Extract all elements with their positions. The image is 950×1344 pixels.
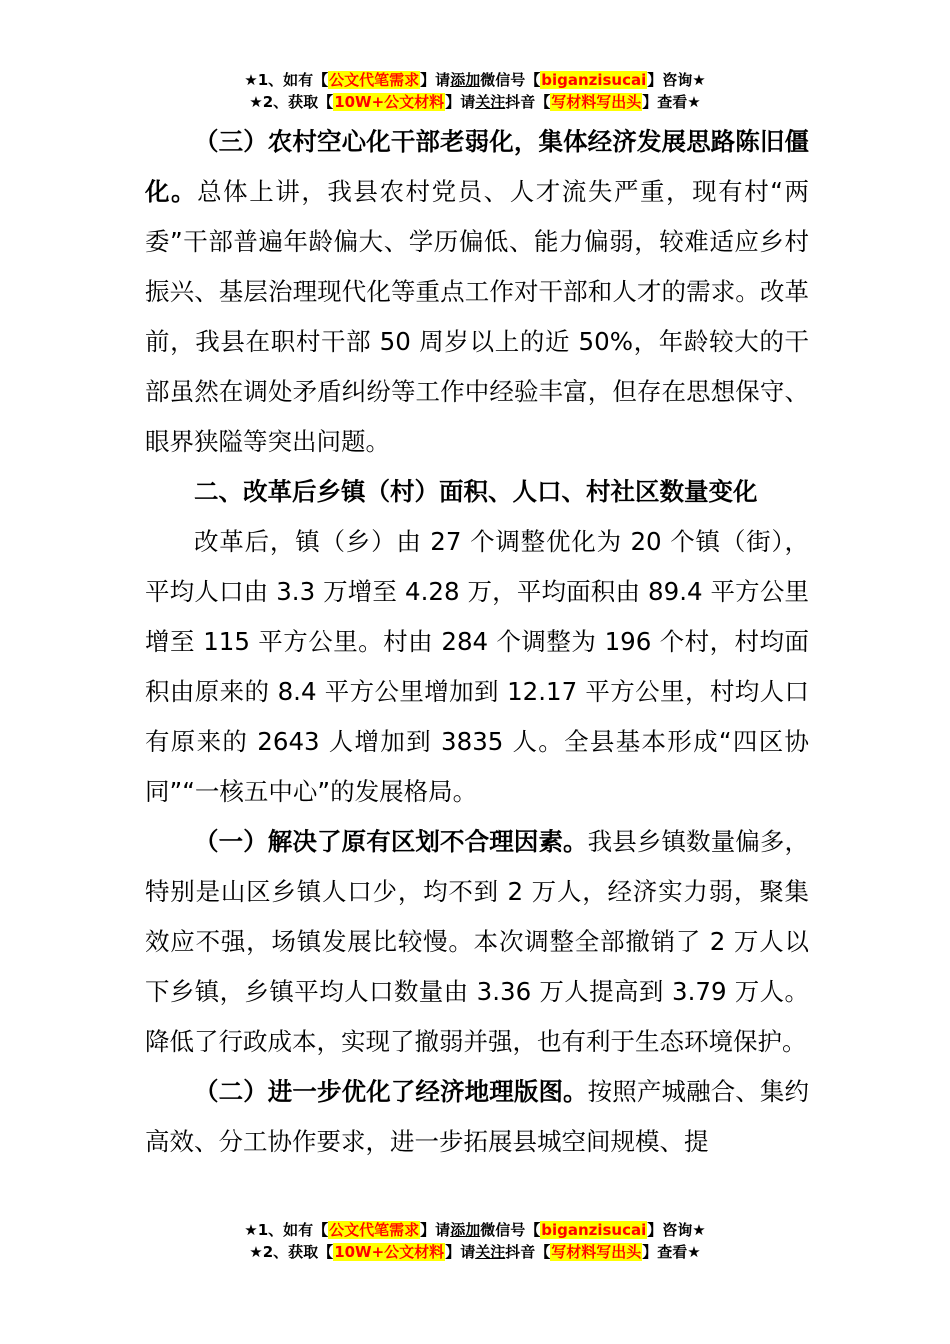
highlight-douyin-account: 写材料写出头: [551, 1243, 642, 1261]
underlined-text: 添加: [450, 1221, 481, 1239]
highlight-service: 公文代笔需求: [329, 71, 420, 89]
banner-text: ★2、获取【: [249, 1243, 334, 1261]
section-heading-1: （一）解决了原有区划不合理因素。: [194, 827, 588, 856]
banner-text: 】请: [445, 1243, 476, 1261]
banner-line-1: [0, 1219, 950, 1241]
highlight-wechat-id: biganzisucai: [541, 71, 647, 89]
banner-text: ★1、如有【: [244, 1221, 329, 1239]
section-heading-3: （三）农村空心化干部老弱化，集体经济发展思路陈旧僵化。: [145, 127, 809, 206]
paragraph-economic-geography: [145, 1067, 809, 1167]
banner-text: 微信号【: [480, 71, 541, 89]
paragraph-division-factors: [145, 817, 809, 1067]
banner-text: 】请: [445, 93, 476, 111]
highlight-materials: 10W+公文材料: [334, 1243, 445, 1261]
highlight-douyin-account: 写材料写出头: [551, 93, 642, 111]
banner-text: 抖音【: [505, 1243, 551, 1261]
section-heading-2: （二）进一步优化了经济地理版图。: [194, 1077, 588, 1106]
banner-text: 抖音【: [505, 93, 551, 111]
banner-text: 】咨询★: [647, 71, 706, 89]
banner-line-2: [0, 91, 950, 113]
banner-text: 】请: [420, 71, 451, 89]
highlight-service: 公文代笔需求: [329, 1221, 420, 1239]
paragraph-reform-changes: 改革后，镇（乡）由 27 个调整优化为 20 个镇（街），平均人口由 3.3 万增至 4.28 万，平均面积由 89.4 平方公里增至 115 平方公里。村由 284 个调整为 196 个村，村均面积由原来的 8.4 平方公里增加到 12.17 平方公里，村均人口有原来的 2643 人增加到 3835 人。全县基本形成“四区协同”“一核五中心”的发展格局。: [145, 527, 809, 806]
document-body: [145, 117, 809, 1167]
banner-text: ★1、如有【: [244, 71, 329, 89]
footer-banner: [0, 1219, 950, 1263]
paragraph-text: 总体上讲，我县农村党员、人才流失严重，现有村“两委”干部普遍年龄偏大、学历偏低、能力偏弱，较难适应乡村振兴、基层治理现代化等重点工作对干部和人才的需求。改革前，我县在职村干部 50 周岁以上的近 50%，年龄较大的干部虽然在调处矛盾纠纷等工作中经验丰富，但存在思想保守、眼界狭隘等突出问题。: [145, 177, 809, 456]
banner-text: 】查看★: [642, 93, 701, 111]
banner-text: 】咨询★: [647, 1221, 706, 1239]
paragraph-text: 按照产城融合、集约高效、分工协作要求，进一步拓展县城空间规模、提: [145, 1077, 810, 1156]
underlined-text: 添加: [450, 71, 481, 89]
highlight-materials: 10W+公文材料: [334, 93, 445, 111]
banner-line-2: [0, 1241, 950, 1263]
paragraph-rural-cadres: [145, 117, 809, 467]
underlined-text: 关注: [475, 1243, 506, 1261]
banner-line-1: [0, 69, 950, 91]
banner-text: 】查看★: [642, 1243, 701, 1261]
paragraph-text: 我县乡镇数量偏多，特别是山区乡镇人口少，均不到 2 万人，经济实力弱，聚集效应不强，场镇发展比较慢。本次调整全部撤销了 2 万人以下乡镇，乡镇平均人口数量由 3.36 万人提高到 3.79 万人。降低了行政成本，实现了撤弱并强，也有利于生态环境保护。: [145, 827, 810, 1056]
banner-text: 微信号【: [480, 1221, 541, 1239]
heading-section-2: 二、改革后乡镇（村）面积、人口、村社区数量变化: [194, 477, 758, 506]
highlight-wechat-id: biganzisucai: [541, 1221, 647, 1239]
header-banner: [0, 69, 950, 113]
underlined-text: 关注: [475, 93, 506, 111]
banner-text: ★2、获取【: [249, 93, 334, 111]
banner-text: 】请: [420, 1221, 451, 1239]
